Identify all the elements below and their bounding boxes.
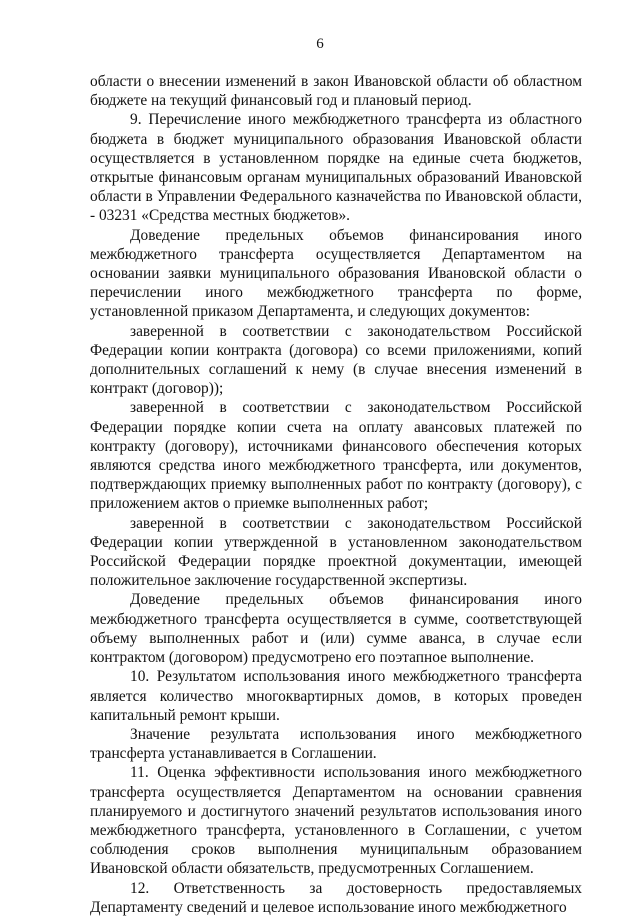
paragraph-invoice-copy: заверенной в соответствии с законодательством Российской Федерации порядке копии счета на оплату авансовых платежей по контракту (договору), источниками финансового обеспечения которых являются средства иного межбюджетного трансферта, или документов, подтверждающих приемку выполненных работ по контракту (договору), с приложением актов о приемке выполненных работ; (90, 399, 582, 513)
paragraph-item-10: 10. Результатом использования иного межбюджетного трансферта является количество многоквартирных домов, в которых проведен капитальный ремонт крыши. (90, 668, 582, 724)
paragraph-item-9: 9. Перечисление иного межбюджетного трансферта из областного бюджета в бюджет муниципального образования Ивановской области осуществляется в установленном порядке на единые счета бюджетов, открытые финансовым органам муниципальных образований Ивановской области в Управлении Федерального казначейства по Ивановской области, - 03231 «Средства местных бюджетов». (90, 111, 582, 225)
paragraph-item-11: 11. Оценка эффективности использования иного межбюджетного трансферта осуществляется Департаментом на основании сравнения планируемого и достигнутого значений результатов использования иного межбюджетного трансферта, установленного в Соглашении, с учетом соблюдения сроков выполнения муниципальным образованием Ивановской области обязательств, предусмотренных Соглашением. (90, 764, 582, 878)
page-number: 6 (316, 36, 324, 52)
paragraph-funding-amount: Доведение предельных объемов финансирования иного межбюджетного трансферта осуществляется в сумме, соответствующей объему выполненных работ и (или) сумме аванса, в случае если контрактом (договором) предусмотрено его поэтапное выполнение. (90, 591, 582, 667)
paragraph-project-documentation: заверенной в соответствии с законодательством Российской Федерации копии утвержденной в установленном законодательством Российской Федерации порядке проектной документации, имеющей положительное заключение государственной экспертизы. (90, 514, 582, 590)
paragraph-contract-copy: заверенной в соответствии с законодательством Российской Федерации копии контракта (договора) со всеми приложениями, копий дополнительных соглашений к нему (в случае внесения изменений в контракт (договор)); (90, 322, 582, 398)
paragraph-item-12: 12. Ответственность за достоверность предоставляемых Департаменту сведений и целевое использование иного межбюджетного (90, 879, 582, 916)
paragraph-funding-documents: Доведение предельных объемов финансирования иного межбюджетного трансферта осуществляется Департаментом на основании заявки муниципального образования Ивановской области о перечислении иного межбюджетного трансферта по форме, установленной приказом Департамента, и следующих документов: (90, 226, 582, 321)
document-body (90, 72, 582, 917)
paragraph-result-value: Значение результата использования иного межбюджетного трансферта устанавливается в Соглашении. (90, 725, 582, 763)
paragraph-continuation: области о внесении изменений в закон Ивановской области об областном бюджете на текущий финансовый год и плановый период. (90, 73, 582, 110)
